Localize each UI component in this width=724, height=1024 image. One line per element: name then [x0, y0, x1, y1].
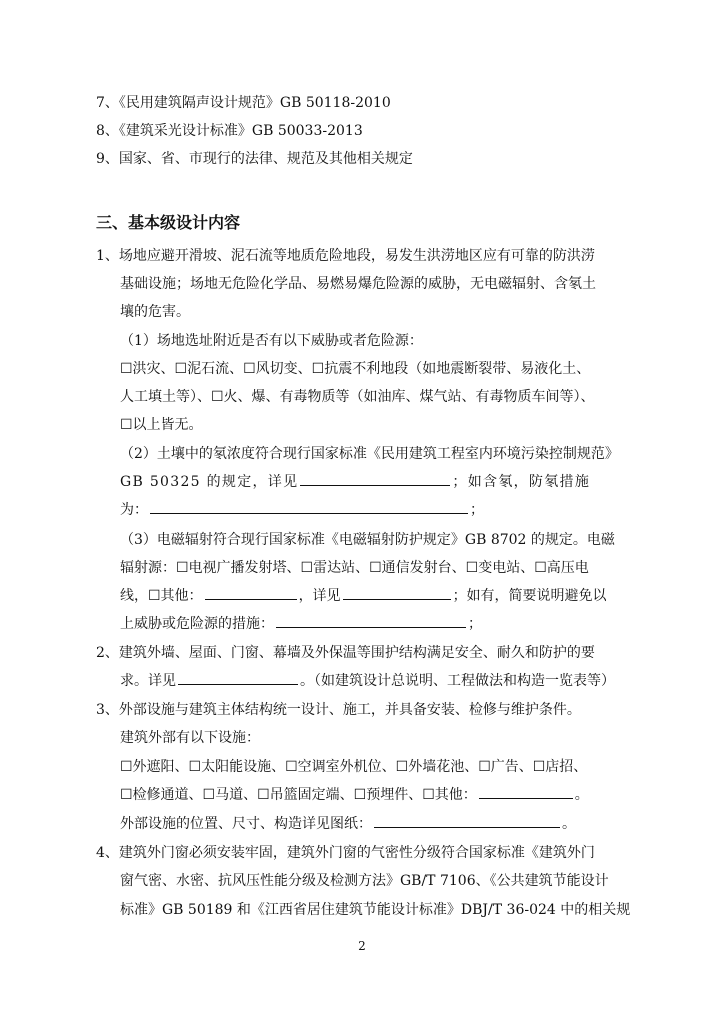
item2-line2-text-a: 求。详见: [120, 673, 176, 689]
sub3-line3-text-a[interactable]: 线，☐其他：: [120, 588, 203, 604]
item2-line1: 2、建筑外墙、屋面、门窗、幕墙及外保温等围护结构满足安全、耐久和防护的要: [96, 645, 595, 661]
reference-item-8: 8、《建筑采光设计标准》GB 50033-2013: [96, 123, 363, 139]
radiation-other-blank[interactable]: [205, 585, 297, 600]
sub1-options-line2[interactable]: 人工填土等）、☐火、爆、有毒物质等（如油库、煤气站、有毒物质车间等）、: [120, 389, 595, 405]
reference-item-7: 7、《民用建筑隔声设计规范》GB 50118-2010: [96, 95, 391, 111]
sub1-question: （1）场地选址附近是否有以下威胁或者危险源：: [120, 333, 423, 349]
radiation-reference-blank[interactable]: [343, 585, 451, 600]
facility-drawings-blank[interactable]: [374, 813, 560, 828]
sub3-line2[interactable]: 辐射源：☐电视广播发射塔、☐雷达站、☐通信发射台、☐变电站、☐高压电: [120, 560, 589, 576]
sub3-line1: （3）电磁辐射符合现行国家标准《电磁辐射防护规定》GB 8702 的规定。电磁: [120, 532, 615, 548]
facility-drawings-line: [0, 813, 724, 835]
sub1-options-line3[interactable]: ☐以上皆无。: [120, 417, 203, 433]
section-heading: 三、基本级设计内容: [96, 213, 241, 232]
radiation-measures-blank[interactable]: [276, 613, 466, 628]
item1-line1: 1、场地应避开滑坡、泥石流等地质危险地段，易发生洪涝地区应有可靠的防洪涝: [96, 248, 595, 264]
item4-line1: 4、建筑外门窗必须安装牢固，建筑外门窗的气密性分级符合国家标准《建筑外门: [96, 845, 595, 861]
sub3-line4-text-a: 上威胁或危险源的措施：: [120, 616, 274, 632]
item3-line1: 3、外部设施与建筑主体结构统一设计、施工，并具备安装、检修与维护条件。: [96, 702, 581, 718]
item4-line2: 窗气密、水密、抗风压性能分级及检测方法》GB/T 7106、《公共建筑节能设计: [120, 873, 609, 889]
radon-measures-blank[interactable]: [150, 499, 468, 514]
item3-line2: 建筑外部有以下设施：: [120, 730, 260, 746]
radon-reference-blank[interactable]: [300, 471, 450, 486]
sub2-line2-text-a: GB 50325 的规定，详见: [120, 474, 299, 490]
sub1-options-line1[interactable]: ☐洪灾、☐泥石流、☐风切变、☐抗震不利地段（如地震断裂带、易液化土、: [120, 361, 591, 377]
sub3-line3: [0, 585, 724, 607]
sub2-line2: [0, 471, 724, 493]
item1-line3: 壤的危害。: [120, 304, 190, 320]
reference-item-9: 9、国家、省、市现行的法律、规范及其他相关规定: [96, 151, 413, 167]
facility-drawings-text: 外部设施的位置、尺寸、构造详见图纸：: [120, 816, 372, 832]
item2-line2-text-b: 。（如建筑设计总说明、工程做法和构造一览表等）: [300, 673, 615, 689]
sub3-line3-text-c: ；如有，简要说明避免以: [452, 588, 607, 604]
sub2-line3-text-b: ；: [470, 502, 484, 518]
facility-options-line2: [0, 784, 724, 806]
facility-other-blank[interactable]: [479, 784, 573, 799]
facility-options-line1[interactable]: ☐外遮阳、☐太阳能设施、☐空调室外机位、☐外墙花池、☐广告、☐店招、: [120, 759, 588, 775]
item1-line2: 基础设施；场地无危险化学品、易燃易爆危险源的威胁，无电磁辐射、含氡土: [120, 276, 596, 292]
page-number: 2: [358, 939, 366, 953]
item4-line3: 标准》GB 50189 和《江西省居住建筑节能设计标准》DBJ/T 36-024 中的相关规: [120, 902, 631, 918]
sub3-line3-text-b: ，详见: [298, 588, 341, 604]
envelope-reference-blank[interactable]: [178, 670, 298, 685]
facility-options-line2-text[interactable]: ☐检修通道、☐马道、☐吊篮固定端、☐预埋件、☐其他：: [120, 787, 477, 803]
facility-options-line2-end: 。: [574, 787, 589, 803]
sub2-line1: （2）土壤中的氡浓度符合现行国家标准《民用建筑工程室内环境污染控制规范》: [120, 446, 619, 462]
sub3-line4: [0, 613, 724, 635]
item2-line2: [0, 670, 724, 692]
sub3-line4-text-b: ；: [468, 616, 482, 632]
facility-drawings-end: 。: [562, 816, 576, 832]
sub2-line2-text-b: ；如含氡，防氡措施: [452, 474, 591, 490]
sub2-line3-text-a: 为：: [120, 502, 148, 518]
sub2-line3: [0, 499, 724, 521]
